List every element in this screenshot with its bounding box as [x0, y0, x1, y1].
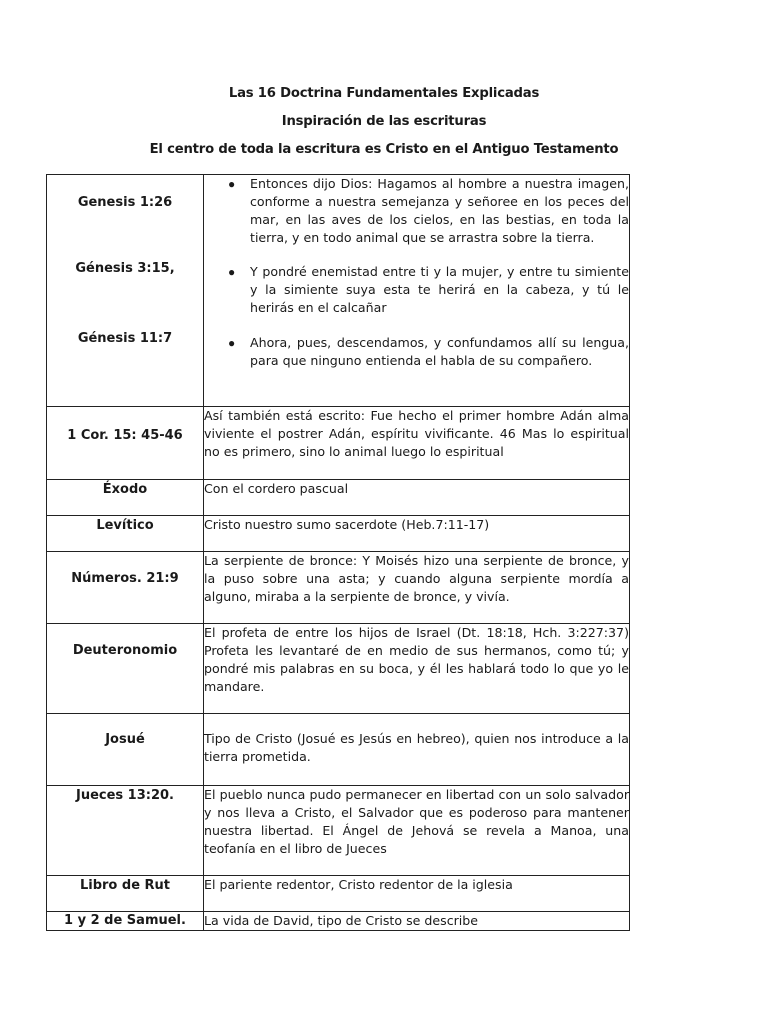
- description-cell: [204, 786, 630, 876]
- reference-cell: [47, 876, 204, 912]
- description-text: Cristo nuestro sumo sacerdote (Heb.7:11-17): [204, 517, 490, 532]
- table-row: [47, 552, 630, 624]
- reference-label: 1 Cor. 15: 45-46: [67, 428, 183, 443]
- doctrine-table: [46, 174, 630, 931]
- description-cell: [204, 552, 630, 624]
- description-cell: [204, 876, 630, 912]
- reference-label: Jueces 13:20.: [75, 788, 174, 803]
- table-row: [47, 714, 630, 786]
- table-row: [47, 912, 630, 931]
- reference-label: Éxodo: [102, 482, 148, 497]
- description-text: Tipo de Cristo (Josué es Jesús en hebreo), quien nos introduce a la tierra prometida.: [204, 731, 629, 764]
- reference-cell: [47, 912, 204, 931]
- description-text: La serpiente de bronce: Y Moisés hizo una serpiente de bronce, y la puso sobre una asta; y cuando alguna serpiente mordía a alguno, miraba a la serpiente de bronce, y vivía.: [204, 553, 629, 604]
- table-row: [47, 175, 630, 407]
- reference-label: Josué: [105, 732, 145, 747]
- description-text: La vida de David, tipo de Cristo se describe: [204, 913, 479, 928]
- description-text: Ahora, pues, descendamos, y confundamos allí su lengua, para que ninguno entienda el habla de su compañero.: [250, 335, 629, 368]
- bullet-list: [204, 175, 629, 370]
- description-text: El profeta de entre los hijos de Israel (Dt. 18:18, Hch. 3:227:37) Profeta les levantaré de en medio de sus hermanos, como tú; y pondré mis palabras en su boca, y él les hablará todo lo que yo le mandare.: [204, 625, 629, 694]
- table-row: [47, 480, 630, 516]
- document-headings: [0, 86, 768, 170]
- reference-label: Génesis 3:15,: [75, 261, 175, 276]
- reference-label: 1 y 2 de Samuel.: [64, 913, 186, 928]
- reference-label: Levítico: [96, 518, 154, 533]
- description-cell: [204, 714, 630, 786]
- reference-cell: [47, 407, 204, 480]
- table-row: [47, 516, 630, 552]
- description-cell: [204, 480, 630, 516]
- table-row: [47, 624, 630, 714]
- bullet-icon: ●: [228, 177, 236, 191]
- reference-cell: [47, 714, 204, 786]
- list-item: [204, 175, 629, 247]
- description-cell: [204, 175, 630, 407]
- bullet-icon: ●: [228, 336, 236, 350]
- reference-cell: [47, 624, 204, 714]
- document-subtitle: Inspiración de las escrituras: [281, 114, 487, 129]
- description-text: Así también está escrito: Fue hecho el primer hombre Adán alma viviente el postrer Adán, espíritu vivificante. 46 Mas lo espiritual no es primero, sino lo animal luego lo espiritual: [204, 408, 629, 459]
- document-title: Las 16 Doctrina Fundamentales Explicadas: [228, 86, 540, 101]
- reference-label: Números. 21:9: [71, 571, 179, 586]
- reference-label: Genesis 1:26: [77, 195, 173, 210]
- list-item: [204, 334, 629, 370]
- document-section-heading: El centro de toda la escritura es Cristo en el Antiguo Testamento: [149, 142, 619, 157]
- reference-cell: [47, 786, 204, 876]
- reference-label: Libro de Rut: [79, 878, 171, 893]
- table-row: [47, 786, 630, 876]
- reference-label: Génesis 11:7: [77, 331, 173, 346]
- table-row: [47, 876, 630, 912]
- description-cell: [204, 912, 630, 931]
- description-text: Y pondré enemistad entre ti y la mujer, y entre tu simiente y la simiente suya esta te herirá en la cabeza, y tú le herirás en el calcañar: [250, 264, 629, 315]
- description-text: Entonces dijo Dios: Hagamos al hombre a nuestra imagen, conforme a nuestra semejanza y señoree en los peces del mar, en las aves de los cielos, en las bestias, en toda la tierra, y en todo animal que se arrastra sobre la tierra.: [250, 176, 629, 245]
- description-cell: [204, 516, 630, 552]
- table-row: [47, 407, 630, 480]
- reference-label: Deuteronomio: [72, 643, 178, 658]
- reference-cell: [47, 552, 204, 624]
- reference-cell: [47, 480, 204, 516]
- description-text: El pariente redentor, Cristo redentor de la iglesia: [204, 877, 513, 892]
- description-text: Con el cordero pascual: [204, 481, 349, 496]
- list-item: [204, 263, 629, 317]
- bullet-icon: ●: [228, 265, 236, 279]
- description-text: El pueblo nunca pudo permanecer en libertad con un solo salvador y nos lleva a Cristo, el Salvador que es poderoso para mantener nuestra libertad. El Ángel de Jehová se revela a Manoa, una teofanía en el libro de Jueces: [204, 787, 629, 856]
- description-cell: [204, 624, 630, 714]
- reference-cell: [47, 516, 204, 552]
- description-cell: [204, 407, 630, 480]
- reference-cell: [47, 175, 204, 407]
